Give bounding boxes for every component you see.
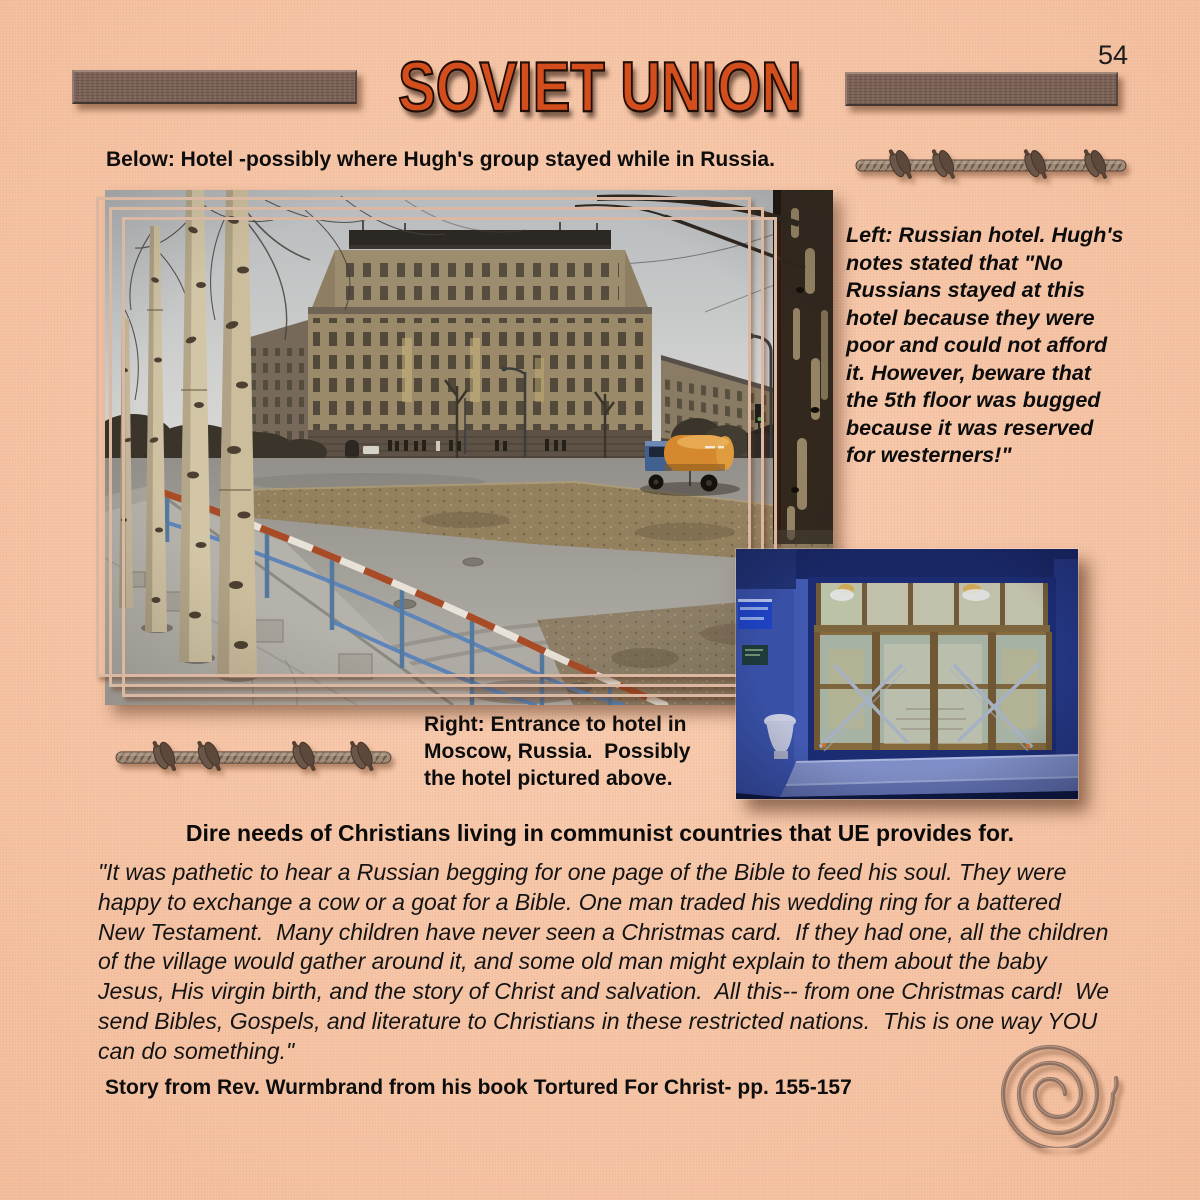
rope-divider-icon [112, 736, 395, 782]
wurmbrand-quote: "It was pathetic to hear a Russian begging for one page of the Bible to feed his soul. They were happy to exchange a cow or a goat for a Bible. One man traded his wedding ring for a battered New Testament. Many children have never seen a Christmas card. If they had one, all the children of the village would gather around it, and some old man might explain to them about the baby Jesus, His virgin birth, and the story of Christ and salvation. All this-- from one Christmas card! We send Bibles, Gospels, and literature to Christians in these restricted nations. This is one way YOU can do something." [98, 859, 1116, 1064]
page-number: 54 [1098, 40, 1129, 70]
spiral-icon [1000, 1036, 1120, 1148]
photo-frame-line [122, 217, 777, 697]
caption-entrance: Right: Entrance to hotel in Moscow, Russia. Possibly the hotel pictured above. [424, 713, 697, 790]
page-title: SOVIET UNION [398, 47, 802, 127]
rope-divider-icon [852, 145, 1130, 189]
section-heading: Dire needs of Christians living in communist countries that UE provides for. [185, 820, 1015, 846]
quote-attribution: Story from Rev. Wurmbrand from his book Tortured For Christ- pp. 155-157 [105, 1076, 852, 1099]
title-bar-right [845, 72, 1118, 106]
entrance-photo-moscow-hotel [736, 549, 1078, 799]
note-russian-hotel: Left: Russian hotel. Hugh's notes stated that "No Russians stayed at this hotel because they were poor and could not afford it. However, beware that the 5th floor was bugged because it was reserved for westerners!" [846, 223, 1124, 467]
title-bar-left [72, 70, 357, 104]
caption-below-hotel: Below: Hotel -possibly where Hugh's group stayed while in Russia. [106, 148, 775, 171]
